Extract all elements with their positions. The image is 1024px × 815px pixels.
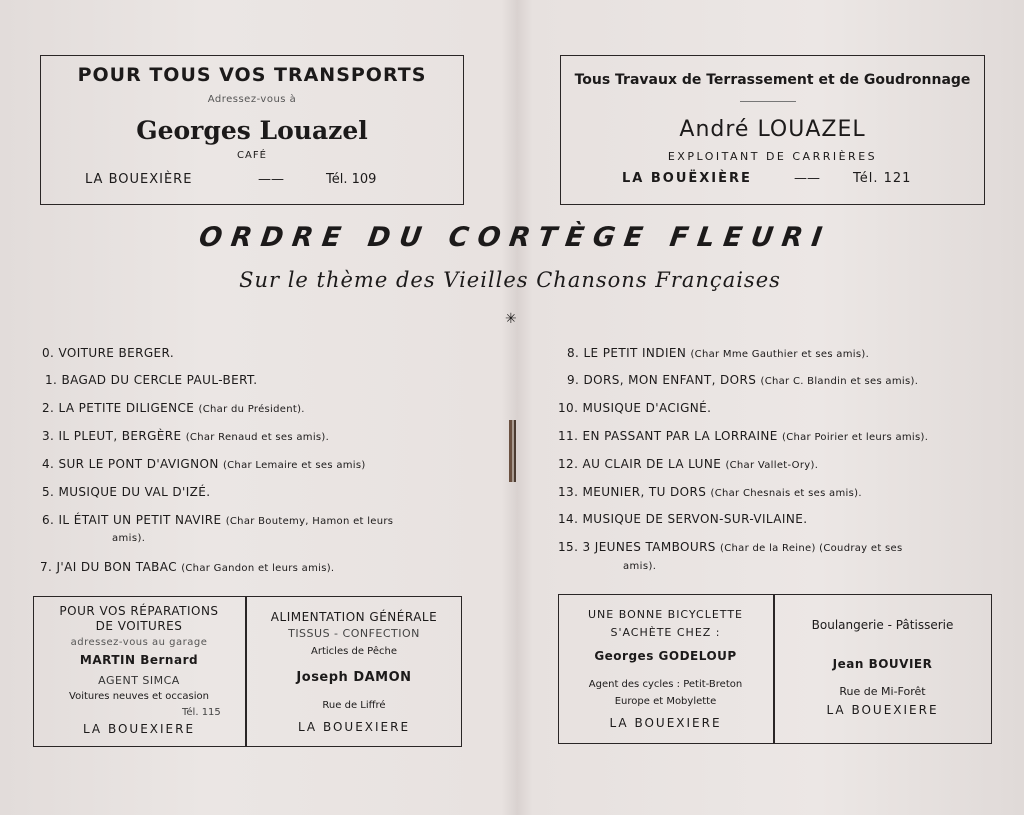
ad-garage-brand: AGENT SIMCA xyxy=(98,674,180,687)
ad-transport-tel: Tél. 109 xyxy=(326,172,377,187)
ad-bicycle-desc1: Agent des cycles : Petit-Breton xyxy=(588,679,743,690)
list-item: 4. SUR LE PONT D'AVIGNON (Char Lemaire et ses amis) xyxy=(42,457,366,471)
ad-transport-name: Georges Louazel xyxy=(136,116,368,145)
list-item: 15. 3 JEUNES TAMBOURS (Char de la Reine) (Coudray et ses xyxy=(558,540,903,554)
ad-garage-sub: adressez-vous au garage xyxy=(70,637,208,648)
ad-terrassement-trade: EXPLOITANT DE CARRIÈRES xyxy=(667,150,878,163)
ad-garage-tel: Tél. 115 xyxy=(182,707,221,718)
ad-grocery-line1: ALIMENTATION GÉNÉRALE xyxy=(270,610,438,624)
list-item-continuation: amis). xyxy=(623,561,657,572)
ad-transport-town: LA BOUEXIÈRE xyxy=(85,172,193,187)
ad-bicycle-line2: S'ACHÈTE CHEZ : xyxy=(610,626,721,639)
list-item: 13. MEUNIER, TU DORS (Char Chesnais et ses amis). xyxy=(558,485,862,499)
page-title: ORDRE DU CORTÈGE FLEURI xyxy=(197,222,833,253)
ad-bicycle-line1: UNE BONNE BICYCLETTE xyxy=(588,608,743,621)
ad-grocery-line2: TISSUS - CONFECTION xyxy=(288,627,420,640)
ad-terrassement-tel: Tél. 121 xyxy=(853,171,912,186)
ad-garage-town: LA BOUEXIERE xyxy=(82,722,196,736)
list-item: 2. LA PETITE DILIGENCE (Char du Président). xyxy=(42,401,305,415)
ad-bicycle-name: Georges GODELOUP xyxy=(594,649,737,663)
page-subtitle: Sur le thème des Vieilles Chansons Françaises xyxy=(239,268,781,292)
list-item: 5. MUSIQUE DU VAL D'IZÉ. xyxy=(42,485,211,499)
list-item: 1. BAGAD DU CERCLE PAUL-BERT. xyxy=(45,373,258,387)
ad-terrassement-name: André LOUAZEL xyxy=(679,117,866,142)
ad-terrassement-rule xyxy=(740,101,796,102)
list-item: 6. IL ÉTAIT UN PETIT NAVIRE (Char Boutemy, Hamon et leurs xyxy=(42,513,394,527)
ad-grocery-town: LA BOUEXIERE xyxy=(297,720,411,734)
list-item: 9. DORS, MON ENFANT, DORS (Char C. Blandin et ses amis). xyxy=(567,373,919,387)
ad-bakery-line1: Boulangerie - Pâtisserie xyxy=(811,618,954,632)
ad-transport-trade: CAFÉ xyxy=(237,150,267,161)
ad-garage-line1: POUR VOS RÉPARATIONS xyxy=(59,604,219,618)
list-item: 14. MUSIQUE DE SERVON-SUR-VILAINE. xyxy=(558,512,808,526)
list-item: 0. VOITURE BERGER. xyxy=(42,346,175,360)
ad-bicycle-desc2: Europe et Mobylette xyxy=(614,696,717,707)
ad-terrassement-town: LA BOUËXIÈRE xyxy=(622,171,752,186)
list-item: 10. MUSIQUE D'ACIGNÉ. xyxy=(558,401,712,415)
ad-bicycle-town: LA BOUEXIERE xyxy=(609,716,722,730)
staple xyxy=(509,420,516,482)
list-item: 7. J'AI DU BON TABAC (Char Gandon et leurs amis). xyxy=(40,560,335,574)
ad-grocery-line3: Articles de Pêche xyxy=(311,646,397,657)
ad-garage-name: MARTIN Bernard xyxy=(79,653,199,667)
list-item: 12. AU CLAIR DE LA LUNE (Char Vallet-Ory). xyxy=(558,457,819,471)
ad-transport-dash: —— xyxy=(258,172,284,187)
ad-grocery-street: Rue de Liffré xyxy=(322,700,386,711)
list-item: 11. EN PASSANT PAR LA LORRAINE (Char Poirier et leurs amis). xyxy=(558,429,929,443)
ad-bakery-street: Rue de Mi-Forêt xyxy=(839,685,926,698)
ad-grocery-name: Joseph DAMON xyxy=(296,670,412,685)
list-item: 8. LE PETIT INDIEN (Char Mme Gauthier et ses amis). xyxy=(567,346,870,360)
ad-terrassement-dash: —— xyxy=(794,171,820,186)
separator-ornament: ✳ xyxy=(505,311,517,327)
ad-garage-desc: Voitures neuves et occasion xyxy=(69,691,209,702)
ad-transport-heading: POUR TOUS VOS TRANSPORTS xyxy=(77,64,427,86)
ad-garage-line2: DE VOITURES xyxy=(95,619,183,633)
list-item-continuation: amis). xyxy=(112,533,146,544)
ad-transport-sub: Adressez-vous à xyxy=(207,94,297,105)
list-item: 3. IL PLEUT, BERGÈRE (Char Renaud et ses amis). xyxy=(42,429,330,443)
ad-terrassement-heading: Tous Travaux de Terrassement et de Goudronnage xyxy=(574,72,971,88)
ad-bakery-town: LA BOUEXIERE xyxy=(826,703,939,717)
ad-bakery-name: Jean BOUVIER xyxy=(832,657,933,671)
